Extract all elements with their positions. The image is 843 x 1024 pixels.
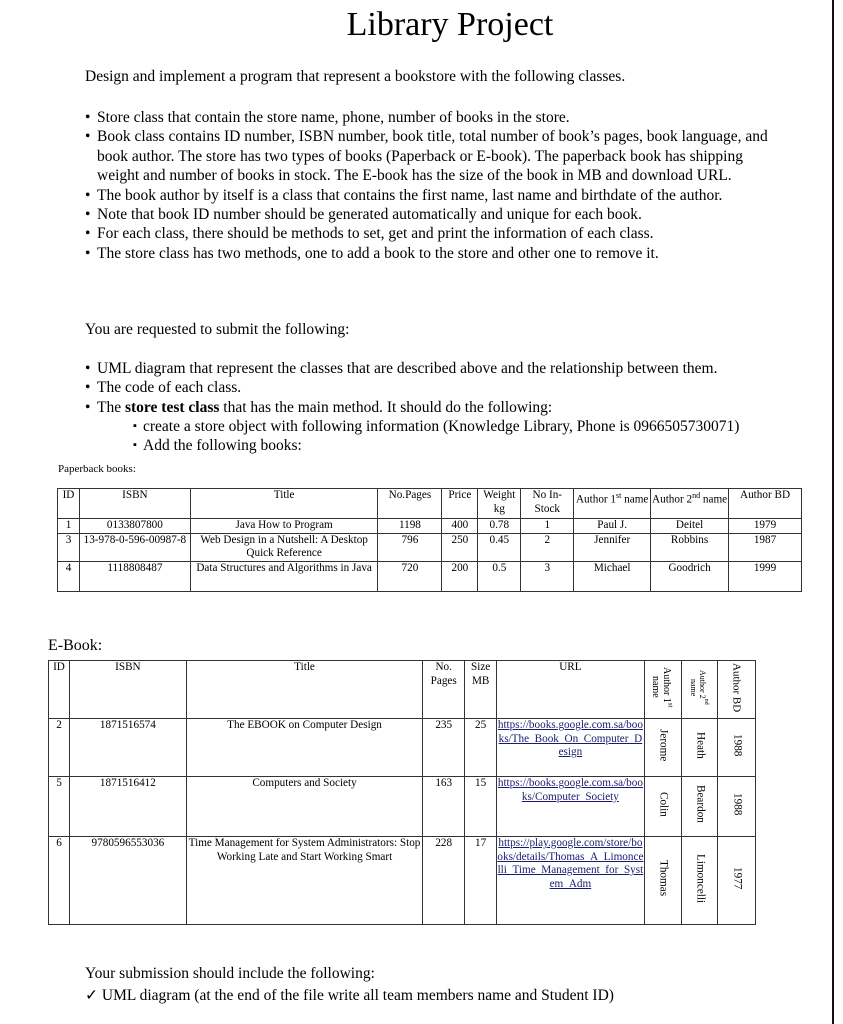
cell-author-last: Deitel — [651, 519, 729, 534]
cell-title: The EBOOK on Computer Design — [186, 719, 422, 777]
table-row — [49, 837, 756, 925]
cell-title: Time Management for System Administrators: Stop Working Late and Start Working Smart — [186, 837, 422, 925]
table-row — [49, 719, 756, 777]
cell-size: 15 — [465, 777, 497, 837]
cell-isbn: 0133807800 — [79, 519, 190, 534]
submit-item-test-class: • The store test class that has the main method. It should do the following: — [85, 398, 785, 417]
cell-isbn: 9780596553036 — [69, 837, 186, 925]
cell-isbn: 1118808487 — [79, 561, 190, 591]
cell-pages: 163 — [423, 777, 465, 837]
cell-weight: 0.78 — [478, 519, 521, 534]
paperback-table — [57, 488, 802, 592]
requirement-item: • The book author by itself is a class that contains the first name, last name and birthdate of the author. — [85, 186, 785, 205]
cell-author-bd: 1988 — [717, 719, 755, 777]
ebook-header-row — [49, 661, 756, 719]
requirement-item: • For each class, there should be methods to set, get and print the information of each class. — [85, 224, 785, 243]
cell-author-bd: 1999 — [729, 561, 802, 591]
table-row — [58, 561, 802, 591]
col-header-author-last: Author 2nd name — [651, 489, 729, 519]
cell-title: Data Structures and Algorithms in Java — [190, 561, 378, 591]
cell-title: Web Design in a Nutshell: A Desktop Quick Reference — [190, 533, 378, 561]
cell-author-first: Michael — [574, 561, 651, 591]
cell-author-bd: 1977 — [717, 837, 755, 925]
col-header-author-bd: Author BD — [717, 661, 755, 719]
cell-author-bd: 1979 — [729, 519, 802, 534]
page-right-border — [832, 0, 834, 1024]
cell-id: 1 — [58, 519, 80, 534]
col-header-author-first: Author 1st name — [644, 661, 681, 719]
cell-pages: 1198 — [378, 519, 442, 534]
ebook-caption: E-Book: — [48, 637, 103, 654]
cell-author-last: Heath — [682, 719, 718, 777]
table-row — [58, 519, 802, 534]
cell-author-first: Jennifer — [574, 533, 651, 561]
submit-heading: You are requested to submit the following: — [85, 321, 350, 338]
cell-isbn: 1871516412 — [69, 777, 186, 837]
download-url-link[interactable]: https://books.google.com.sa/books/Computer_Society — [497, 777, 643, 803]
cell-stock: 3 — [521, 561, 574, 591]
test-step: ▪ create a store object with following information (Knowledge Library, Phone is 0966505730071) — [133, 417, 823, 436]
cell-author-bd: 1987 — [729, 533, 802, 561]
submit-list — [85, 359, 785, 417]
cell-author-first: Colin — [644, 777, 681, 837]
col-header-author-last: Author 2nd name — [682, 661, 718, 719]
cell-id: 5 — [49, 777, 70, 837]
cell-pages: 235 — [423, 719, 465, 777]
submission-item: ✓ UML diagram (at the end of the file write all team members name and Student ID) — [85, 987, 614, 1004]
col-header-stock: No In-Stock — [521, 489, 574, 519]
download-url-link[interactable]: https://play.google.com/store/books/details/Thomas_A_Limoncelli_Time_Management_for_System_Adm — [497, 837, 644, 890]
test-step: ▪ Add the following books: — [133, 436, 823, 455]
cell-title: Java How to Program — [190, 519, 378, 534]
submit-item-uml: • UML diagram that represent the classes that are described above and the relationship between them. — [85, 359, 785, 378]
cell-author-first: Paul J. — [574, 519, 651, 534]
requirement-item: • Book class contains ID number, ISBN number, book title, total number of book’s pages, book language, and book author. The store has two types of books (Paperback or E-book). The paperback book has shipping weight and number of books in stock. The E-book has the size of the book in MB and download URL. — [85, 127, 785, 185]
col-header-author-first: Author 1st name — [574, 489, 651, 519]
col-header-id: ID — [58, 489, 80, 519]
cell-url[interactable] — [497, 777, 645, 837]
col-header-title: Title — [190, 489, 378, 519]
cell-author-first: Thomas — [644, 837, 681, 925]
col-header-author-bd: Author BD — [729, 489, 802, 519]
cell-stock: 1 — [521, 519, 574, 534]
cell-isbn: 1871516574 — [69, 719, 186, 777]
requirement-item: • Note that book ID number should be generated automatically and unique for each book. — [85, 205, 785, 224]
col-header-isbn: ISBN — [79, 489, 190, 519]
paperback-header-row — [58, 489, 802, 519]
cell-id: 3 — [58, 533, 80, 561]
col-header-url: URL — [497, 661, 645, 719]
cell-url[interactable] — [497, 837, 645, 925]
col-header-isbn: ISBN — [69, 661, 186, 719]
paperback-caption: Paperback books: — [58, 463, 136, 475]
col-header-id: ID — [49, 661, 70, 719]
submit-item-code: • The code of each class. — [85, 378, 785, 397]
col-header-size: Size MB — [465, 661, 497, 719]
cell-url[interactable] — [497, 719, 645, 777]
requirement-item: • The store class has two methods, one to add a book to the store and other one to remove it. — [85, 244, 785, 263]
col-header-pages: No. Pages — [423, 661, 465, 719]
check-icon: ✓ — [85, 987, 98, 1004]
col-header-weight: Weight kg — [478, 489, 521, 519]
requirements-list — [85, 108, 785, 263]
col-header-price: Price — [442, 489, 478, 519]
download-url-link[interactable]: https://books.google.com.sa/books/The_Book_On_Computer_Design — [497, 719, 643, 759]
cell-author-last: Robbins — [651, 533, 729, 561]
document-title: Library Project — [346, 6, 554, 43]
requirement-item: • Store class that contain the store name, phone, number of books in the store. — [85, 108, 785, 127]
cell-size: 17 — [465, 837, 497, 925]
col-header-pages: No.Pages — [378, 489, 442, 519]
ebook-table — [48, 660, 756, 925]
cell-author-last: Goodrich — [651, 561, 729, 591]
col-header-title: Title — [186, 661, 422, 719]
cell-id: 2 — [49, 719, 70, 777]
cell-author-bd: 1988 — [717, 777, 755, 837]
submission-heading: Your submission should include the following: — [85, 965, 375, 982]
cell-id: 6 — [49, 837, 70, 925]
cell-stock: 2 — [521, 533, 574, 561]
cell-id: 4 — [58, 561, 80, 591]
cell-pages: 796 — [378, 533, 442, 561]
cell-pages: 720 — [378, 561, 442, 591]
cell-pages: 228 — [423, 837, 465, 925]
cell-isbn: 13-978-0-596-00987-8 — [79, 533, 190, 561]
table-row — [49, 777, 756, 837]
cell-author-first: Jerome — [644, 719, 681, 777]
table-row — [58, 533, 802, 561]
cell-author-last: Limoncelli — [682, 837, 718, 925]
cell-price: 200 — [442, 561, 478, 591]
test-steps-list — [133, 417, 823, 456]
cell-title: Computers and Society — [186, 777, 422, 837]
intro-paragraph: Design and implement a program that represent a bookstore with the following classes. — [85, 68, 626, 85]
cell-author-last: Beardon — [682, 777, 718, 837]
cell-weight: 0.45 — [478, 533, 521, 561]
cell-size: 25 — [465, 719, 497, 777]
cell-price: 400 — [442, 519, 478, 534]
cell-price: 250 — [442, 533, 478, 561]
cell-weight: 0.5 — [478, 561, 521, 591]
